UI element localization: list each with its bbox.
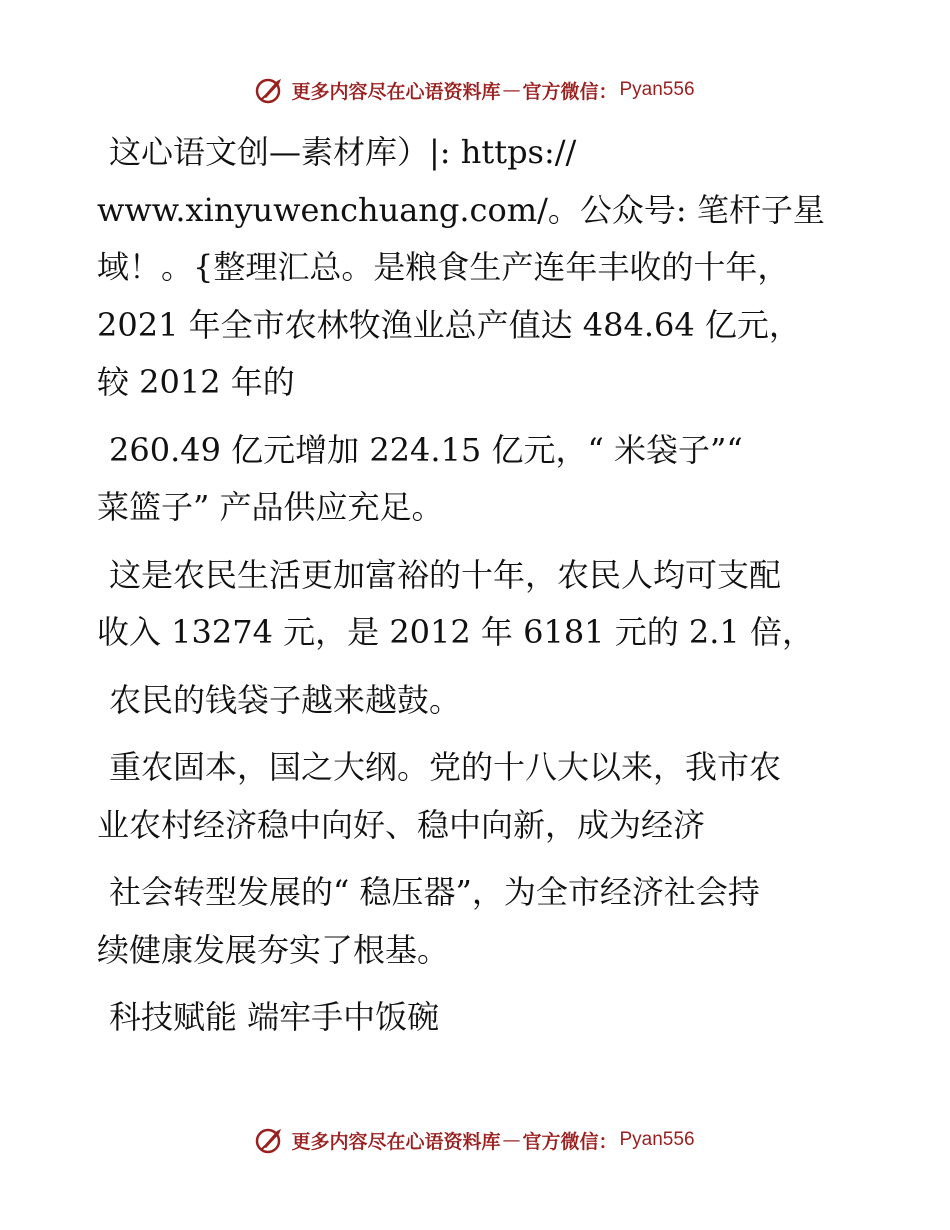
text-line: 业农村经济稳中向好、稳中向新，成为经济 — [97, 805, 706, 844]
footer-wechat-id: Pyan556 — [619, 1129, 695, 1150]
quill-pen-logo-icon — [255, 75, 285, 105]
text-line: 2021 年全市农林牧渔业总产值达 484.64 亿元， — [97, 305, 801, 344]
header-dash: — — [502, 79, 521, 101]
header-banner — [0, 70, 950, 110]
paragraph-6 — [97, 864, 857, 979]
text-line: www.xinyuwenchuang.com/。公众号: 笔杆子星 — [97, 190, 825, 229]
paragraph-5 — [97, 739, 857, 854]
text-line: 续健康发展夯实了根基。 — [97, 930, 450, 969]
paragraph-3 — [97, 547, 857, 662]
section-heading — [97, 989, 857, 1047]
text-line: 菜篮子” 产品供应充足。 — [97, 488, 444, 526]
text-line: 260.49 亿元增加 224.15 亿元，“ 米袋子”“ — [109, 430, 743, 469]
text-line: 社会转型发展的“ 稳压器”，为全市经济社会持 — [109, 873, 760, 911]
text-line: 这是农民生活更加富裕的十年，农民人均可支配 — [109, 555, 782, 594]
footer-official-label: 官方微信： — [522, 1130, 618, 1153]
text-line: 农民的钱袋子越来越鼓。 — [109, 680, 462, 719]
paragraph-1 — [97, 124, 857, 412]
header-official-label: 官方微信： — [522, 80, 618, 103]
text-line: 较 2012 年的 — [97, 363, 295, 401]
paragraph-4 — [97, 672, 857, 730]
footer-banner — [0, 1120, 950, 1160]
text-line: 这心语文创—素材库）|: https:// — [109, 133, 577, 171]
text-line: 收入 13274 元，是 2012 年 6181 元的 2.1 倍， — [97, 613, 814, 651]
document-body — [97, 124, 857, 1047]
text-line: 重农固本，国之大纲。党的十八大以来，我市农 — [109, 748, 782, 786]
footer-dash: — — [502, 1129, 521, 1151]
text-line: 科技赋能 端牢手中饭碗 — [109, 998, 440, 1036]
footer-site-text: 更多内容尽在心语资料库 — [291, 1130, 501, 1153]
header-wechat-id: Pyan556 — [619, 79, 695, 100]
text-line: 域！。{整理汇总。是粮食生产连年丰收的十年， — [97, 248, 790, 286]
header-site-text: 更多内容尽在心语资料库 — [291, 80, 501, 103]
paragraph-2 — [97, 422, 857, 537]
quill-pen-logo-icon — [255, 1125, 285, 1155]
